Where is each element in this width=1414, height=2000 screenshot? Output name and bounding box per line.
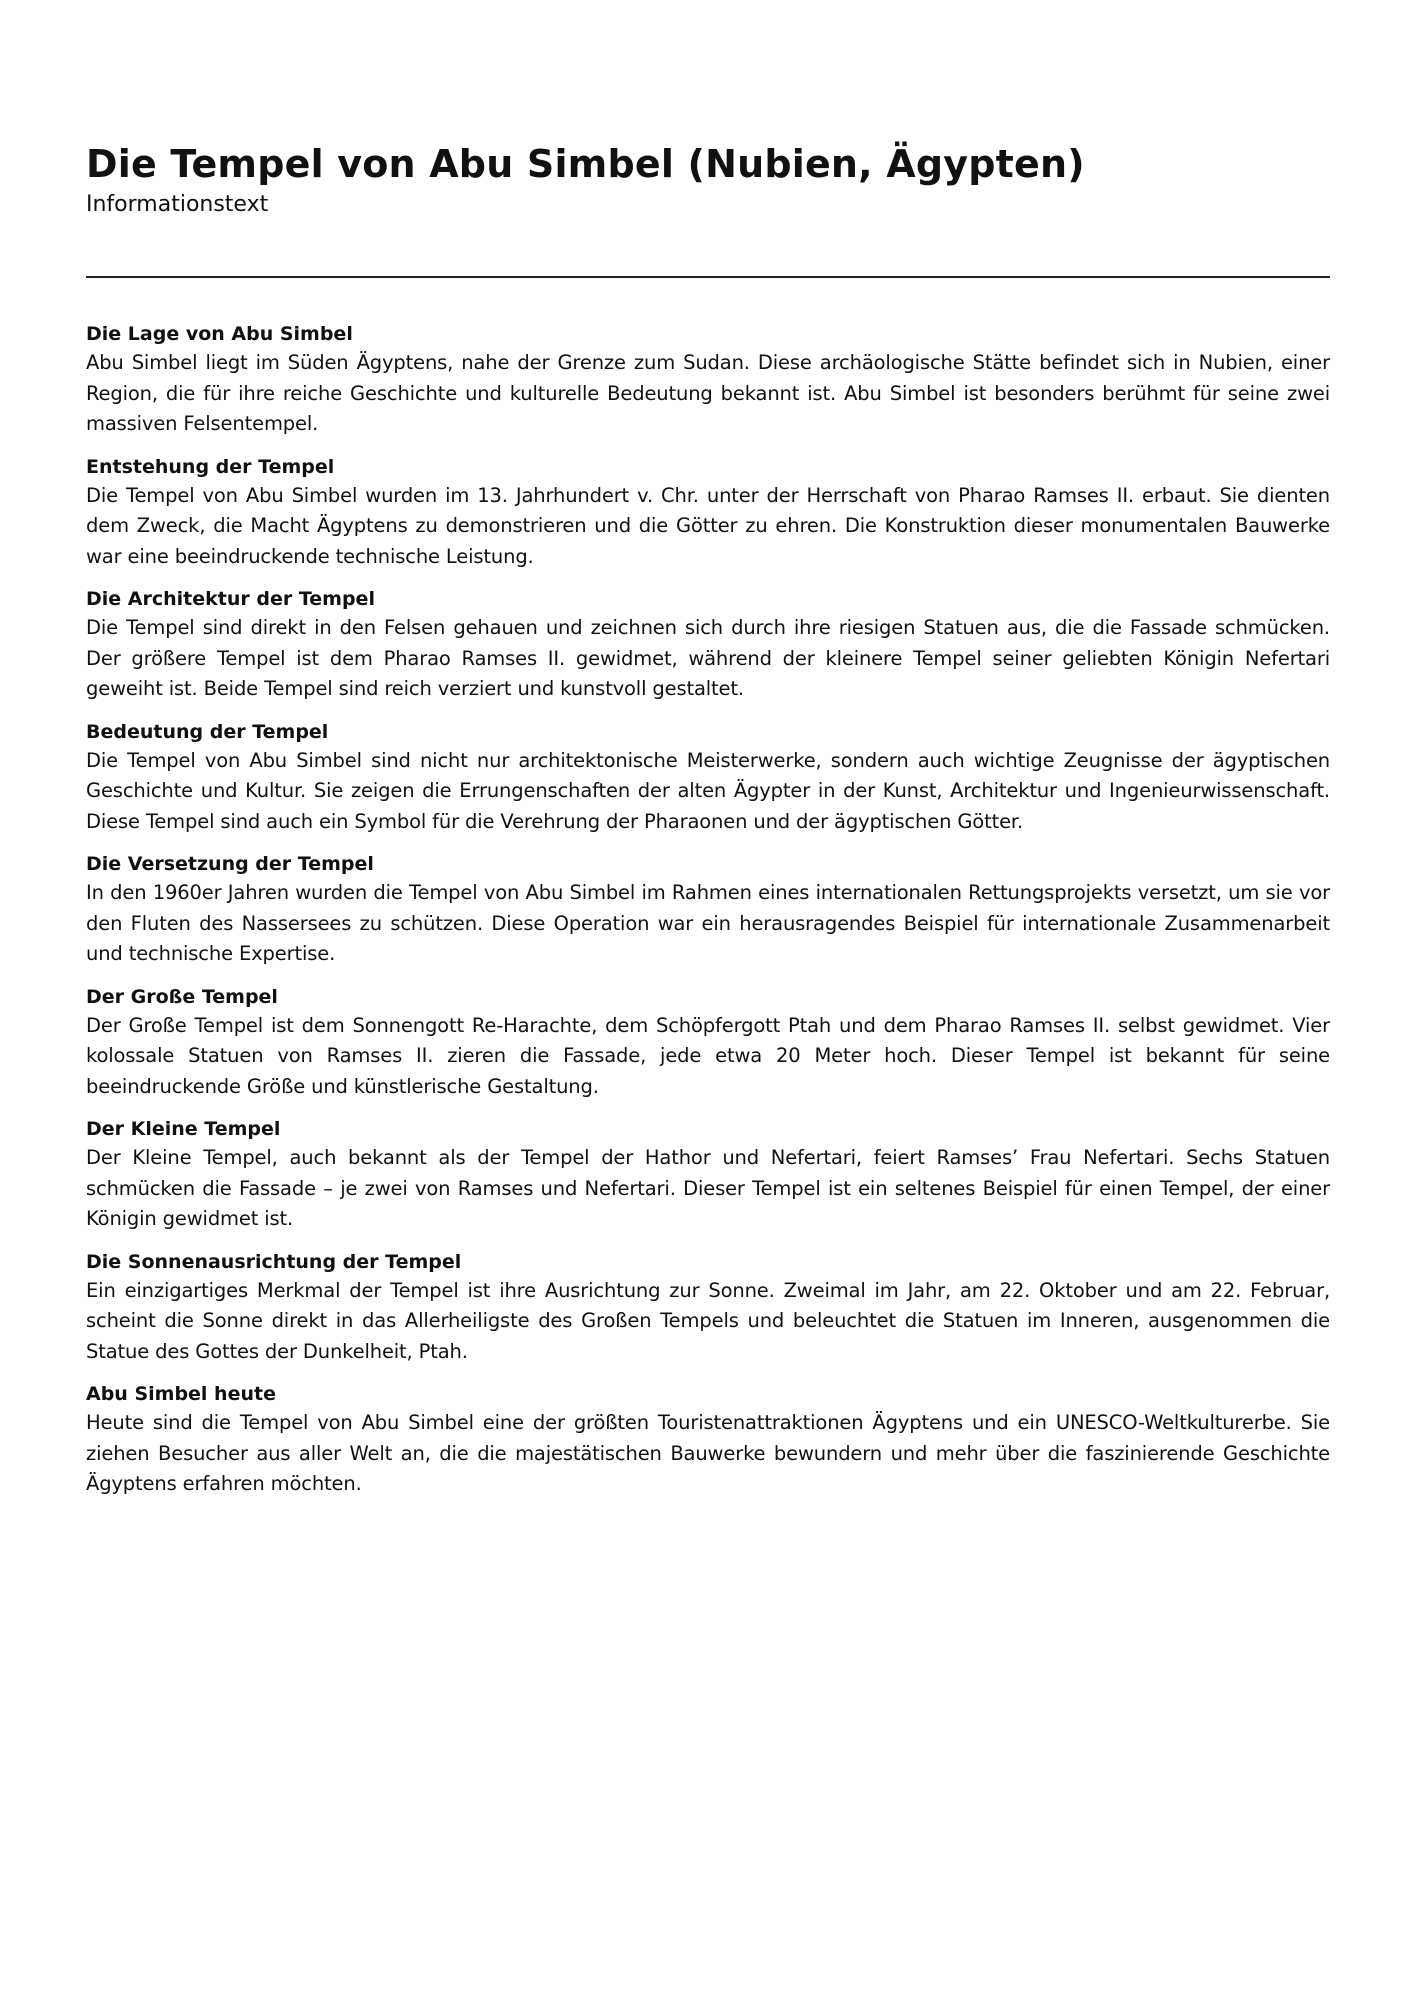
section-versetzung [86, 850, 1330, 970]
section-text: In den 1960er Jahren wurden die Tempel von Abu Simbel im Rahmen eines internationalen Rettungsprojekts versetzt, um sie vor den Fluten des Nassersees zu schützen. Diese Operation war ein herausragendes Beispiel für internationale Zusammenarbeit und technische Expertise. [86, 881, 1330, 965]
section-sonnenausrichtung [86, 1248, 1330, 1368]
title-divider [86, 276, 1330, 278]
section-grosser-tempel [86, 983, 1330, 1103]
section-text: Ein einzigartiges Merkmal der Tempel ist ihre Ausrichtung zur Sonne. Zweimal im Jahr, am 22. Oktober und am 22. Februar, scheint die Sonne direkt in das Allerheiligste des Großen Tempels und beleuchtet die Statuen im Inneren, ausgenommen die Statue des Gottes der Dunkelheit, Ptah. [86, 1278, 1330, 1363]
section-heading: Die Versetzung der Tempel [86, 853, 374, 875]
section-text: Der Kleine Tempel, auch bekannt als der Tempel der Hathor und Nefertari, feiert Ramses’ Frau Nefertari. Sechs Statuen schmücken die Fassade – je zwei von Ramses und Nefertari. Dieser Tempel ist ein seltenes Beispiel für einen Tempel, der einer Königin gewidmet ist. [86, 1146, 1330, 1230]
section-text: Heute sind die Tempel von Abu Simbel eine der größten Touristenattraktionen Ägyptens und ein UNESCO-Weltkulturerbe. Sie ziehen Besucher aus aller Welt an, die die majestätischen Bauwerke bewundern und mehr über die faszinierende Geschichte Ägyptens erfahren möchten. [86, 1411, 1330, 1495]
section-text: Der Große Tempel ist dem Sonnengott Re-Harachte, dem Schöpfergott Ptah und dem Pharao Ramses II. selbst gewidmet. Vier kolossale Statuen von Ramses II. zieren die Fassade, jede etwa 20 Meter hoch. Dieser Tempel ist bekannt für seine beeindruckende Größe und künstlerische Gestaltung. [86, 1013, 1330, 1098]
section-heading: Der Große Tempel [86, 985, 278, 1008]
document-title: Die Tempel von Abu Simbel (Nubien, Ägypten) [86, 142, 1085, 186]
section-heading: Die Sonnenausrichtung der Tempel [86, 1250, 462, 1273]
section-heading: Bedeutung der Tempel [86, 720, 329, 743]
section-heute [86, 1380, 1330, 1500]
section-heading: Entstehung der Tempel [86, 455, 335, 478]
section-heading: Die Architektur der Tempel [86, 588, 375, 610]
document-page [86, 140, 1330, 1513]
section-architektur [86, 585, 1330, 705]
section-heading: Abu Simbel heute [86, 1383, 276, 1405]
section-lage [86, 320, 1330, 440]
sections-container [86, 320, 1330, 1500]
section-text: Die Tempel von Abu Simbel sind nicht nur architektonische Meisterwerke, sondern auch wichtige Zeugnisse der ägyptischen Geschichte und Kultur. Sie zeigen die Errungenschaften der alten Ägypter in der Kunst, Architektur und Ingenieurwissenschaft. Diese Tempel sind auch ein Symbol für die Verehrung der Pharaonen und der ägyptischen Götter. [86, 748, 1330, 833]
section-entstehung [86, 453, 1330, 573]
section-text: Abu Simbel liegt im Süden Ägyptens, nahe der Grenze zum Sudan. Diese archäologische Stätte befindet sich in Nubien, einer Region, die für ihre reiche Geschichte und kulturelle Bedeutung bekannt ist. Abu Simbel ist besonders berühmt für seine zwei massiven Felsentempel. [86, 351, 1330, 435]
section-text: Die Tempel von Abu Simbel wurden im 13. Jahrhundert v. Chr. unter der Herrschaft von Pharao Ramses II. erbaut. Sie dienten dem Zweck, die Macht Ägyptens zu demonstrieren und die Götter zu ehren. Die Konstruktion dieser monumentalen Bauwerke war eine beeindruckende technische Leistung. [86, 483, 1330, 568]
section-kleiner-tempel [86, 1115, 1330, 1235]
section-heading: Der Kleine Tempel [86, 1118, 281, 1140]
section-bedeutung [86, 718, 1330, 838]
section-heading: Die Lage von Abu Simbel [86, 323, 353, 345]
document-subtitle: Informationstext [86, 192, 269, 217]
section-text: Die Tempel sind direkt in den Felsen gehauen und zeichnen sich durch ihre riesigen Statuen aus, die die Fassade schmücken. Der größere Tempel ist dem Pharao Ramses II. gewidmet, während der kleinere Tempel seiner geliebten Königin Nefertari geweiht ist. Beide Tempel sind reich verziert und kunstvoll gestaltet. [86, 616, 1330, 700]
